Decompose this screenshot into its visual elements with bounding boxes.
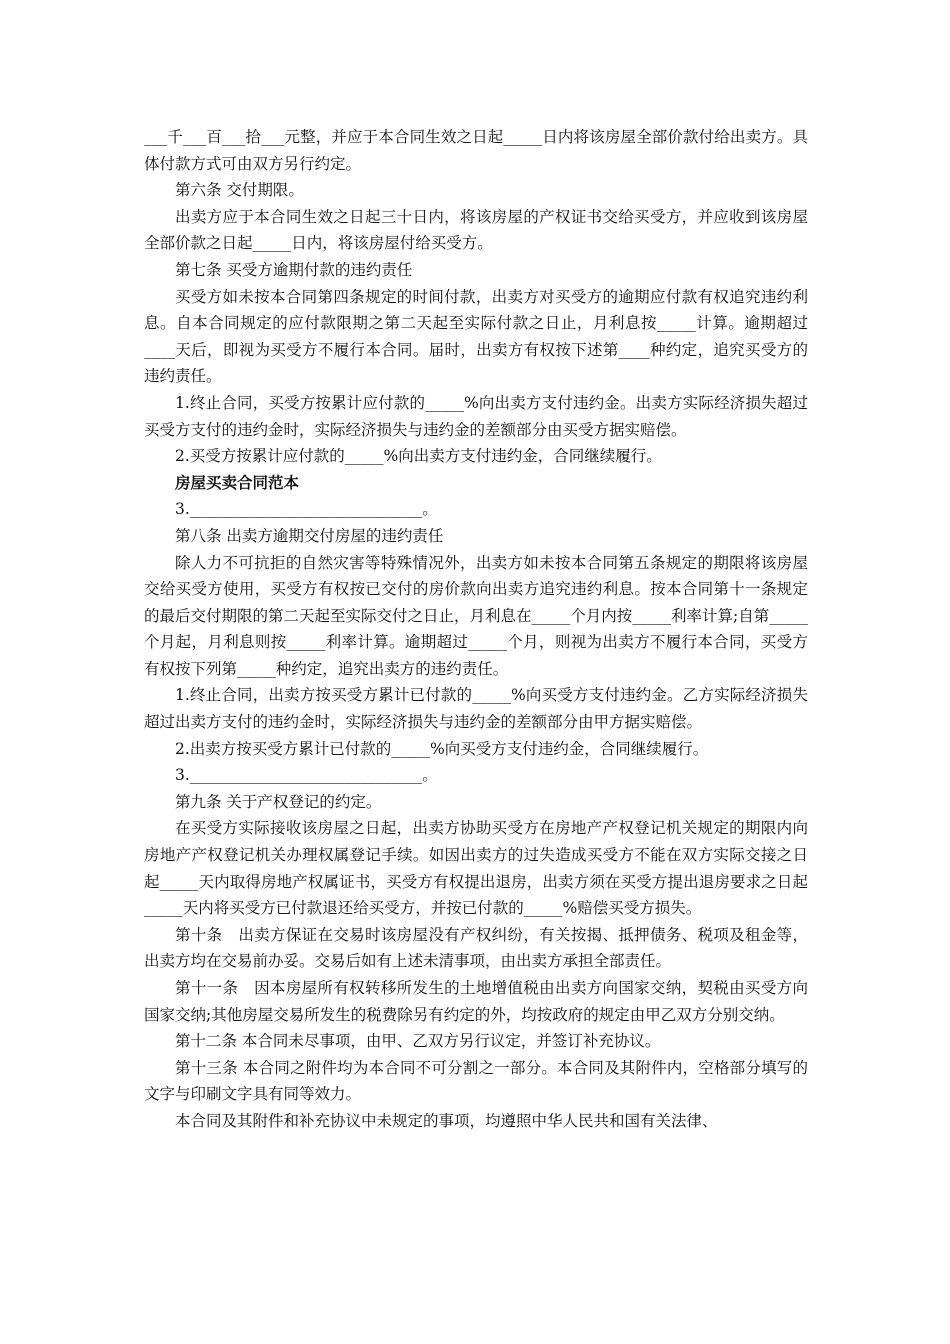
article-9-title: 第九条 关于产权登记的约定。 <box>175 792 382 811</box>
article-6-title: 第六条 交付期限。 <box>175 181 304 200</box>
article-9-body: 在买受方实际接收该房屋之日起，出卖方协助买受方在房地产产权登记机关规定的期限内向房地产产权登记机关办理权属登记手续。如因出卖方的过失造成买受方不能在双方实际交接之日起_____天内取得房地产权属证书，买受方有权提出退房，出卖方须在买受方提出退房要求之日起_____天内将买受方已付款退还给买受方，并按已付款的_____%赔偿买受方损失。 <box>144 819 808 918</box>
article-7-title: 第七条 买受方逾期付款的违约责任 <box>175 260 413 279</box>
section-heading: 房屋买卖合同范本 <box>175 473 300 492</box>
article-13: 第十三条 本合同之附件均为本合同不可分割之一部分。本合同及其附件内，空格部分填写的文字与印刷文字具有同等效力。 <box>144 1058 808 1104</box>
article-7-clause-2: 2.买受方按累计应付款的_____%向出卖方支付违约金，合同继续履行。 <box>175 447 662 466</box>
article-8-clause-2: 2.出卖方按买受方累计已付款的_____%向买受方支付违约金，合同继续履行。 <box>175 739 709 758</box>
article-7-body: 买受方如未按本合同第四条规定的时间付款，出卖方对买受方的逾期应付款有权追究违约利息。自本合同规定的应付款限期之第二天起至实际付款之日止，月利息按_____计算。逾期超过____天后，即视为买受方不履行本合同。届时，出卖方有权按下述第____种约定，追究买受方的违约责任。 <box>144 287 808 386</box>
article-11: 第十一条 因本房屋所有权转移所发生的土地增值税由出卖方向国家交纳，契税由买受方向国家交纳;其他房屋交易所发生的税费除另有约定的外，均按政府的规定由甲乙双方分别交纳。 <box>144 979 808 1024</box>
closing-paragraph: 本合同及其附件和补充协议中未规定的事项，均遵照中华人民共和国有关法律、 <box>175 1111 718 1130</box>
article-6-body: 出卖方应于本合同生效之日起三十日内，将该房屋的产权证书交给买受方，并应收到该房屋全部价款之日起_____日内，将该房屋付给买受方。 <box>144 207 808 253</box>
article-7-clause-3: 3.______________________________。 <box>175 500 438 519</box>
article-8-clause-1: 1.终止合同，出卖方按买受方累计已付款的_____%向买受方支付违约金。乙方实际经济损失超过出卖方支付的违约金时，实际经济损失与违约金的差额部分由甲方据实赔偿。 <box>144 686 808 732</box>
article-10: 第十条 出卖方保证在交易时该房屋没有产权纠纷，有关按揭、抵押债务、税项及租金等，出卖方均在交易前办妥。交易后如有上述未清事项，由出卖方承担全部责任。 <box>144 925 808 971</box>
article-8-body: 除人力不可抗拒的自然灾害等特殊情况外，出卖方如未按本合同第五条规定的期限将该房屋交给买受方使用，买受方有权按已交付的房价款向出卖方追究违约利息。按本合同第十一条规定的最后交付期限的第二天起至实际交付之日止，月利息在_____个月内按_____利率计算;自第_____个月起，月利息则按_____利率计算。逾期超过_____个月，则视为出卖方不履行本合同，买受方有权按下列第_____种约定，追究出卖方的违约责任。 <box>144 553 808 678</box>
article-7-clause-1: 1.终止合同，买受方按累计应付款的_____%向出卖方支付违约金。出卖方实际经济损失超过买受方支付的违约金时，实际经济损失与违约金的差额部分由买受方据实赔偿。 <box>144 393 808 439</box>
article-12: 第十二条 本合同未尽事项，由甲、乙双方另行议定，并签订补充协议。 <box>175 1032 661 1051</box>
article-8-title: 第八条 出卖方逾期交付房屋的违约责任 <box>175 526 444 545</box>
article-8-clause-3: 3.______________________________。 <box>175 766 438 785</box>
payment-amount-paragraph: ___千___百___拾___元整，并应于本合同生效之日起_____日内将该房屋全部价款付给出卖方。具体付款方式可由双方另行约定。 <box>144 128 808 173</box>
document-body <box>144 124 808 1135</box>
